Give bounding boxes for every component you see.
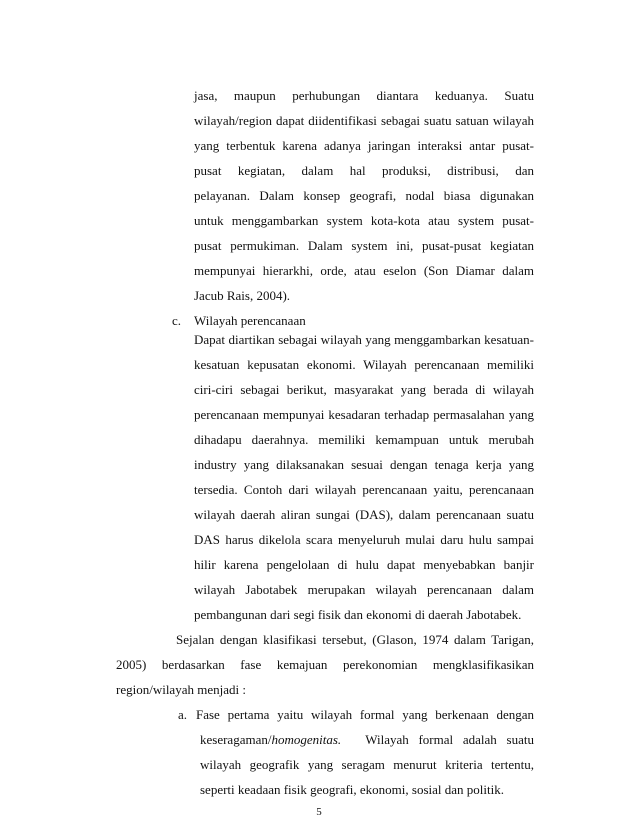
body-line: untuk menggambarkan system kota-kota atau system pusat- <box>194 213 534 228</box>
body-line: ciri-ciri sebagai berikut, masyarakat yang berada di wilayah <box>194 382 534 397</box>
body-line: wilayah/region dapat diidentifikasi sebagai suatu satuan wilayah <box>194 113 534 128</box>
body-line: pusat permukiman. Dalam system ini, pusat-pusat kegiatan <box>194 238 534 253</box>
body-line: wilayah geografik yang seragam menurut kriteria tertentu, <box>200 757 534 772</box>
body-line: pusat kegiatan, dalam hal produksi, distribusi, dan <box>194 163 534 178</box>
paragraph-line: region/wilayah menjadi : <box>116 682 246 697</box>
body-line: yang terbentuk karena adanya jaringan interaksi antar pusat- <box>194 138 534 153</box>
list-marker-c: c. <box>172 313 182 328</box>
body-line: jasa, maupun perhubungan diantara keduanya. Suatu <box>194 88 534 103</box>
body-line: Fase pertama yaitu wilayah formal yang berkenaan dengan <box>196 707 534 722</box>
body-line: seperti keadaan fisik geografi, ekonomi, sosial dan politik. <box>200 782 504 797</box>
body-line: pelayanan. Dalam konsep geografi, nodal biasa digunakan <box>194 188 534 203</box>
body-line: kesatuan kepusatan ekonomi. Wilayah perencanaan memiliki <box>194 357 534 372</box>
body-line: hilir karena pengelolaan di hulu dapat menyebabkan banjir <box>194 557 534 572</box>
paragraph-line: Sejalan dengan klasifikasi tersebut, (Glason, 1974 dalam Tarigan, <box>176 632 534 647</box>
body-line: DAS harus dikelola scara menyeluruh mulai daru hulu sampai <box>194 532 534 547</box>
list-marker-a: a. <box>178 707 188 722</box>
page-number: 5 <box>316 806 322 818</box>
line-segment: keseragaman/homogenitas. <box>200 732 342 747</box>
body-line: wilayah Jabotabek merupakan wilayah perencanaan dalam <box>194 582 534 597</box>
body-line: tersedia. Contoh dari wilayah perencanaan yaitu, perencanaan <box>194 482 534 497</box>
item-heading: Wilayah perencanaan <box>194 313 306 328</box>
paragraph-line: 2005) berdasarkan fase kemajuan perekonomian mengklasifikasikan <box>116 657 534 672</box>
body-line: Jacub Rais, 2004). <box>194 288 291 303</box>
line-segment: Wilayah formal adalah suatu <box>355 732 534 747</box>
italic-term: homogenitas. <box>271 732 342 747</box>
body-line: mempunyai hierarkhi, orde, atau eselon (Son Diamar dalam <box>194 263 534 278</box>
body-line: perencanaan mempunyai kesadaran terhadap permasalahan yang <box>194 407 534 422</box>
body-line-mixed <box>200 732 534 748</box>
body-line: dihadapu daerahnya. memiliki kemampuan untuk merubah <box>194 432 534 447</box>
body-line: wilayah daerah aliran sungai (DAS), dalam perencanaan suatu <box>194 507 534 522</box>
body-line: industry yang dilaksanakan sesuai dengan tenaga kerja yang <box>194 457 534 472</box>
body-line: pembangunan dari segi fisik dan ekonomi di daerah Jabotabek. <box>194 607 522 622</box>
body-line: Dapat diartikan sebagai wilayah yang menggambarkan kesatuan- <box>194 332 534 347</box>
